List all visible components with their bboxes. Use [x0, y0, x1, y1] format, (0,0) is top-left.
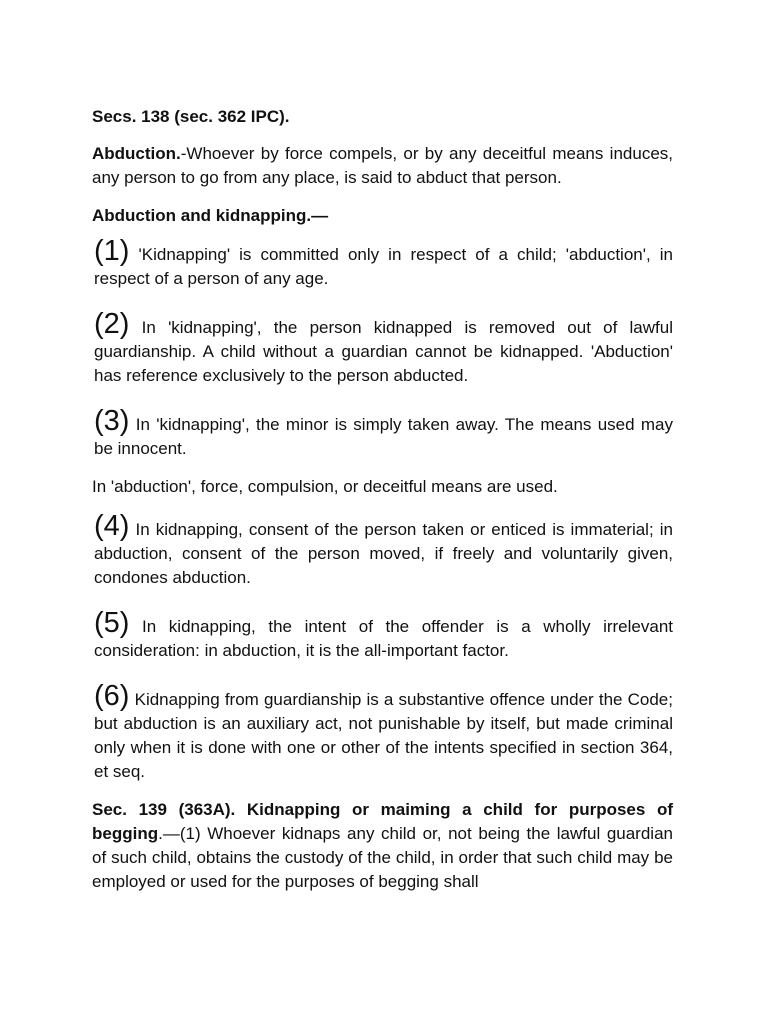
- list-item-1: [94, 235, 673, 291]
- item-text: 'Kidnapping' is committed only in respect of a child; 'abduction', in respect of a person of any age.: [94, 245, 673, 288]
- item-number: (4): [94, 510, 130, 542]
- document-page: [92, 105, 673, 894]
- section-139-heading: Sec. 139 (363A). Kidnapping or maiming a child for purposes of begging: [92, 800, 673, 843]
- abduction-term: Abduction.: [92, 144, 181, 163]
- item-number: (6): [94, 680, 130, 712]
- item-number: (5): [94, 607, 130, 639]
- list-item-4: [94, 510, 673, 590]
- list-item-6: [94, 680, 673, 784]
- item-text: In kidnapping, the intent of the offender is a wholly irrelevant consideration: in abduction, it is the all-important factor.: [94, 617, 673, 660]
- list-item-2: [94, 308, 673, 388]
- item-number: (1): [94, 235, 130, 267]
- section-139-text: .—(1) Whoever kidnaps any child or, not being the lawful guardian of such child, obtains the custody of the child, in order that such child may be employed or used for the purposes of begging shall: [92, 824, 673, 891]
- section-heading: Secs. 138 (sec. 362 IPC).: [92, 107, 290, 126]
- item-text: In 'kidnapping', the minor is simply taken away. The means used may be innocent.: [94, 415, 673, 458]
- list-item-3: [94, 405, 673, 461]
- item-text: Kidnapping from guardianship is a substantive offence under the Code; but abduction is an auxiliary act, not punishable by itself, but made criminal only when it is done with one or other of the intents specified in section 364, et seq.: [94, 690, 673, 781]
- abduction-means-note: In 'abduction', force, compulsion, or deceitful means are used.: [92, 477, 558, 496]
- section-139: [92, 798, 673, 894]
- item-number: (3): [94, 405, 130, 437]
- list-item-5: [94, 607, 673, 663]
- abduction-definition-text: -Whoever by force compels, or by any deceitful means induces, any person to go from any place, is said to abduct that person.: [92, 144, 673, 187]
- item-text: In 'kidnapping', the person kidnapped is removed out of lawful guardianship. A child without a guardian cannot be kidnapped. 'Abduction' has reference exclusively to the person abducted.: [94, 318, 673, 385]
- item-text: In kidnapping, consent of the person taken or enticed is immaterial; in abduction, consent of the person moved, if freely and voluntarily given, condones abduction.: [94, 520, 673, 587]
- comparison-heading: Abduction and kidnapping.—: [92, 206, 329, 225]
- item-number: (2): [94, 308, 130, 340]
- abduction-definition: [92, 142, 673, 190]
